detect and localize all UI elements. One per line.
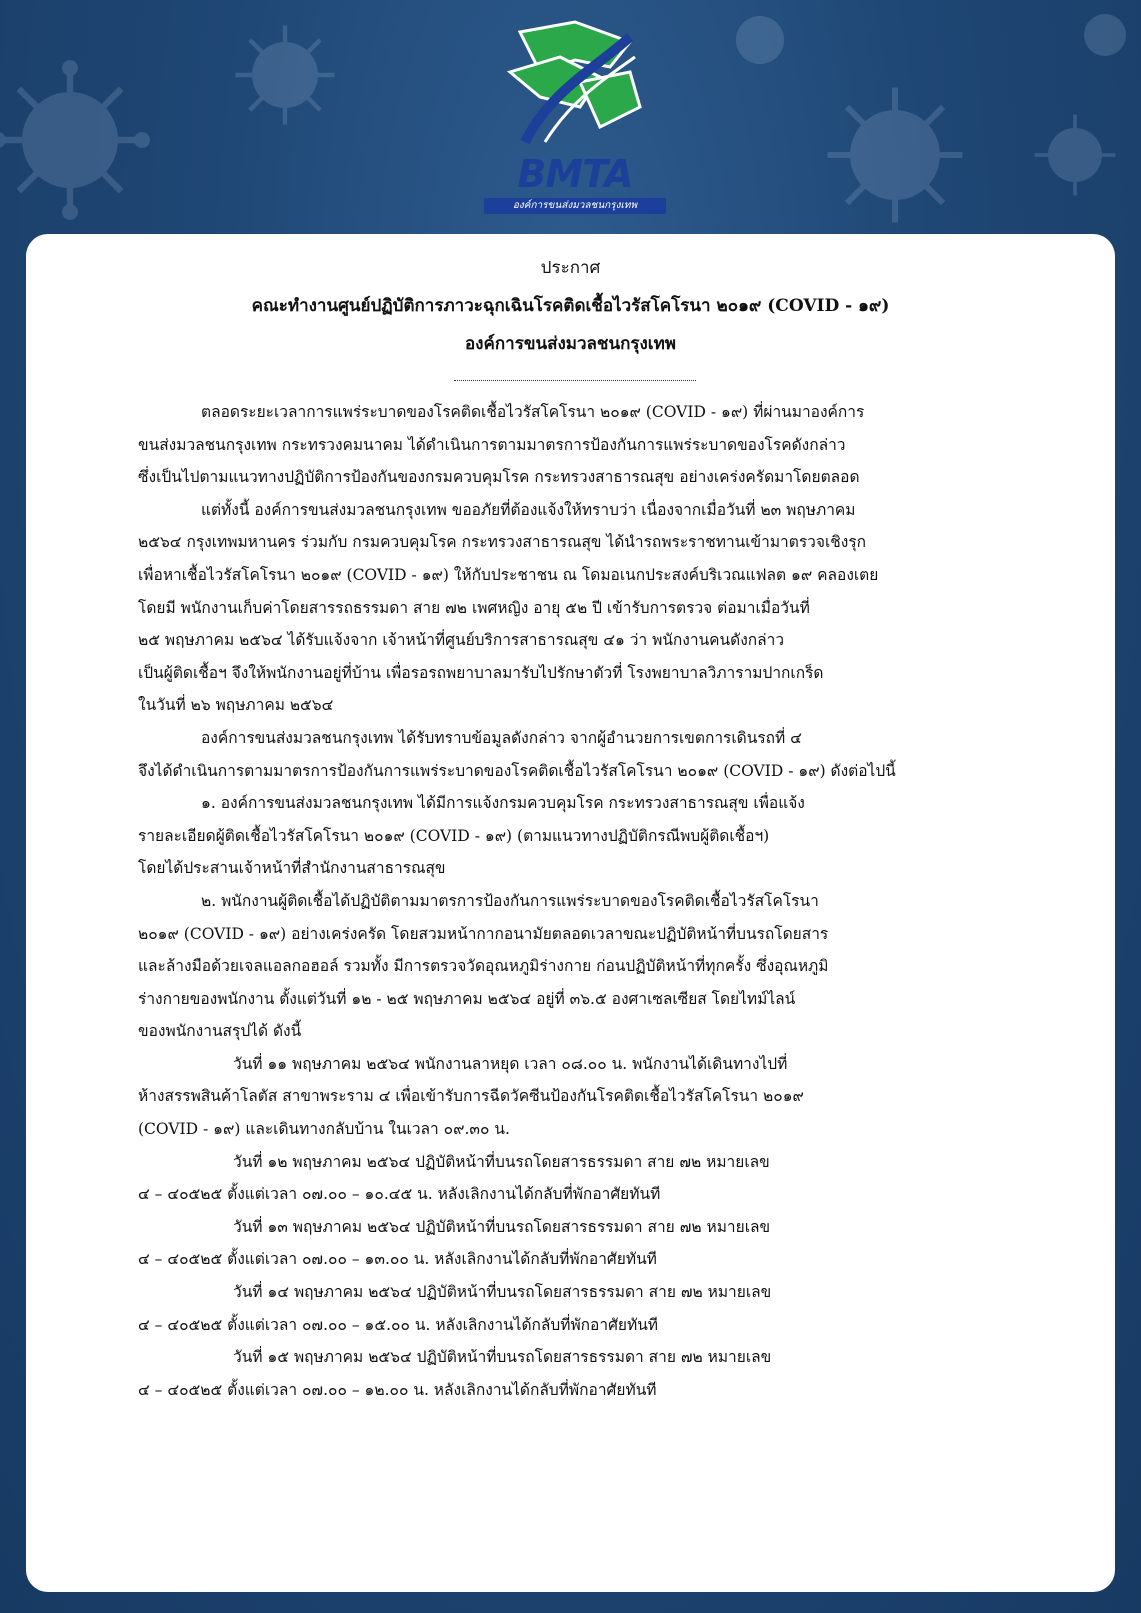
timeline-line: ห้างสรรพสินค้าโลตัส สาขาพระราม ๔ เพื่อเข้ารับการฉีดวัคซีนป้องกันโรคติดเชื้อไวรัสโคโรนา ๒๐๑๙ xyxy=(138,1087,804,1106)
logo-text: BMTA xyxy=(517,152,633,196)
body-line: ๒๐๑๙ (COVID - ๑๙) อย่างเคร่งครัด โดยสวมหน้ากากอนามัยตลอดเวลาขณะปฏิบัติหน้าที่บนรถโดยสาร xyxy=(138,924,829,943)
timeline-line: วันที่ ๑๑ พฤษภาคม ๒๕๖๔ พนักงานลาหยุด เวลา ๐๘.๐๐ น. พนักงานได้เดินทางไปที่ xyxy=(233,1054,788,1073)
timeline-line: ๔ – ๔๐๕๒๕ ตั้งแต่เวลา ๐๗.๐๐ – ๑๐.๔๕ น. หลังเลิกงานได้กลับที่พักอาศัยทันที xyxy=(138,1185,661,1204)
timeline-line: วันที่ ๑๔ พฤษภาคม ๒๕๖๔ ปฏิบัติหน้าที่บนรถโดยสารธรรมดา สาย ๗๒ หมายเลข xyxy=(233,1283,772,1302)
virus-icon xyxy=(230,20,340,130)
timeline-line: ๔ – ๔๐๕๒๕ ตั้งแต่เวลา ๐๗.๐๐ – ๑๕.๐๐ น. หลังเลิกงานได้กลับที่พักอาศัยทันที xyxy=(138,1315,659,1334)
body-line: จึงได้ดำเนินการตามมาตรการป้องกันการแพร่ระบาดของโรคติดเชื้อไวรัสโคโรนา ๒๐๑๙ (COVID - ๑๙) ดังต่อไปนี้ xyxy=(138,761,896,780)
body-line: โดยมี พนักงานเก็บค่าโดยสารรถธรรมดา สาย ๗๒ เพศหญิง อายุ ๕๒ ปี เข้ารับการตรวจ ต่อมาเมื่อวันที่ xyxy=(138,598,810,617)
timeline-line: ๔ – ๔๐๕๒๕ ตั้งแต่เวลา ๐๗.๐๐ – ๑๒.๐๐ น. หลังเลิกงานได้กลับที่พักอาศัยทันที xyxy=(138,1380,657,1399)
body-line: ตลอดระยะเวลาการแพร่ระบาดของโรคติดเชื้อไวรัสโคโรนา ๒๐๑๙ (COVID - ๑๙) ที่ผ่านมาองค์การ xyxy=(201,403,865,421)
body-line: ๒๕ พฤษภาคม ๒๕๖๔ ได้รับแจ้งจาก เจ้าหน้าที่ศูนย์บริการสาธารณสุข ๔๑ ว่า พนักงานคนดังกล่าว xyxy=(138,631,785,650)
body-line: เพื่อหาเชื้อไวรัสโคโรนา ๒๐๑๙ (COVID - ๑๙) ให้กับประชาชน ณ โดมอเนกประสงค์บริเวณแฟลต ๑๙ คลองเตย xyxy=(138,565,879,584)
virus-icon xyxy=(1070,0,1140,70)
committee-title: คณะทำงานศูนย์ปฏิบัติการภาวะฉุกเฉินโรคติดเชื้อไวรัสโคโรนา ๒๐๑๙ (COVID - ๑๙) xyxy=(251,296,890,316)
body-line: ของพนักงานสรุปได้ ดังนี้ xyxy=(138,1022,302,1041)
body-line: โดยได้ประสานเจ้าหน้าที่สำนักงานสาธารณสุข xyxy=(138,859,446,878)
body-line: ขนส่งมวลชนกรุงเทพ กระทรวงคมนาคม ได้ดำเนินการตามมาตรการป้องกันการแพร่ระบาดของโรคดังกล่าว xyxy=(138,435,846,454)
body-line: องค์การขนส่งมวลชนกรุงเทพ ได้รับทราบข้อมูลดังกล่าว จากผู้อำนวยการเขตการเดินรถที่ ๔ xyxy=(201,728,802,747)
timeline-line: วันที่ ๑๓ พฤษภาคม ๒๕๖๔ ปฏิบัติหน้าที่บนรถโดยสารธรรมดา สาย ๗๒ หมายเลข xyxy=(233,1217,771,1236)
body-line: ในวันที่ ๒๖ พฤษภาคม ๒๕๖๔ xyxy=(138,696,334,715)
timeline-line: ๔ – ๔๐๕๒๕ ตั้งแต่เวลา ๐๗.๐๐ – ๑๓.๐๐ น. หลังเลิกงานได้กลับที่พักอาศัยทันที xyxy=(138,1250,657,1269)
body-line: ๑. องค์การขนส่งมวลชนกรุงเทพ ได้มีการแจ้งกรมควบคุมโรค กระทรวงสาธารณสุข เพื่อแจ้ง xyxy=(201,794,805,813)
body-line: รายละเอียดผู้ติดเชื้อไวรัสโคโรนา ๒๐๑๙ (COVID - ๑๙) (ตามแนวทางปฏิบัติกรณีพบผู้ติดเชื้อฯ) xyxy=(138,826,770,845)
body-line: ร่างกายของพนักงาน ตั้งแต่วันที่ ๑๒ - ๒๕ พฤษภาคม ๒๕๖๔ อยู่ที่ ๓๖.๕ องศาเซลเซียส โดยไทม์ไลน์ xyxy=(138,989,796,1008)
timeline-line: วันที่ ๑๕ พฤษภาคม ๒๕๖๔ ปฏิบัติหน้าที่บนรถโดยสารธรรมดา สาย ๗๒ หมายเลข xyxy=(233,1348,772,1367)
body-line: และล้างมือด้วยเจลแอลกอฮอล์ รวมทั้ง มีการตรวจวัดอุณหภูมิร่างกาย ก่อนปฏิบัติหน้าที่ทุกครั้ง ซึ่งอุณหภูมิ xyxy=(138,957,829,976)
bmta-emblem-icon xyxy=(480,12,670,152)
divider xyxy=(454,380,696,381)
announcement-heading: ประกาศ xyxy=(540,258,601,278)
bmta-logo xyxy=(480,12,670,217)
body-text xyxy=(138,396,1030,1406)
virus-icon xyxy=(720,0,800,80)
organization-name: องค์การขนส่งมวลชนกรุงเทพ xyxy=(464,334,677,354)
timeline-line: (COVID - ๑๙) และเดินทางกลับบ้าน ในเวลา ๐๙.๓๐ น. xyxy=(138,1120,510,1139)
body-line: ๒๕๖๔ กรุงเทพมหานคร ร่วมกับ กรมควบคุมโรค กระทรวงสาธารณสุข ได้นำรถพระราชทานเข้ามาตรวจเชิงรุก xyxy=(138,533,867,552)
virus-icon xyxy=(0,60,150,220)
body-line: เป็นผู้ติดเชื้อฯ จึงให้พนักงานอยู่ที่บ้าน เพื่อรอรถพยาบาลมารับไปรักษาตัวที่ โรงพยาบาลวิภารามปากเกร็ด xyxy=(138,663,824,682)
virus-icon xyxy=(820,80,970,230)
body-line: แต่ทั้งนี้ องค์การขนส่งมวลชนกรุงเทพ ขออภัยที่ต้องแจ้งให้ทราบว่า เนื่องจากเมื่อวันที่ ๒๓ พฤษภาคม xyxy=(201,500,856,519)
logo-subtitle: องค์การขนส่งมวลชนกรุงเทพ xyxy=(484,198,666,214)
body-line: ซึ่งเป็นไปตามแนวทางปฏิบัติการป้องกันของกรมควบคุมโรค กระทรวงสาธารณสุข อย่างเคร่งครัดมาโดยตลอด xyxy=(138,468,860,487)
timeline-line: วันที่ ๑๒ พฤษภาคม ๒๕๖๔ ปฏิบัติหน้าที่บนรถโดยสารธรรมดา สาย ๗๒ หมายเลข xyxy=(233,1152,770,1171)
body-line: ๒. พนักงานผู้ติดเชื้อได้ปฏิบัติตามมาตรการป้องกันการแพร่ระบาดของโรคติดเชื้อไวรัสโคโรนา xyxy=(201,891,819,910)
virus-icon xyxy=(1030,110,1120,200)
announcement-card xyxy=(26,234,1115,1592)
